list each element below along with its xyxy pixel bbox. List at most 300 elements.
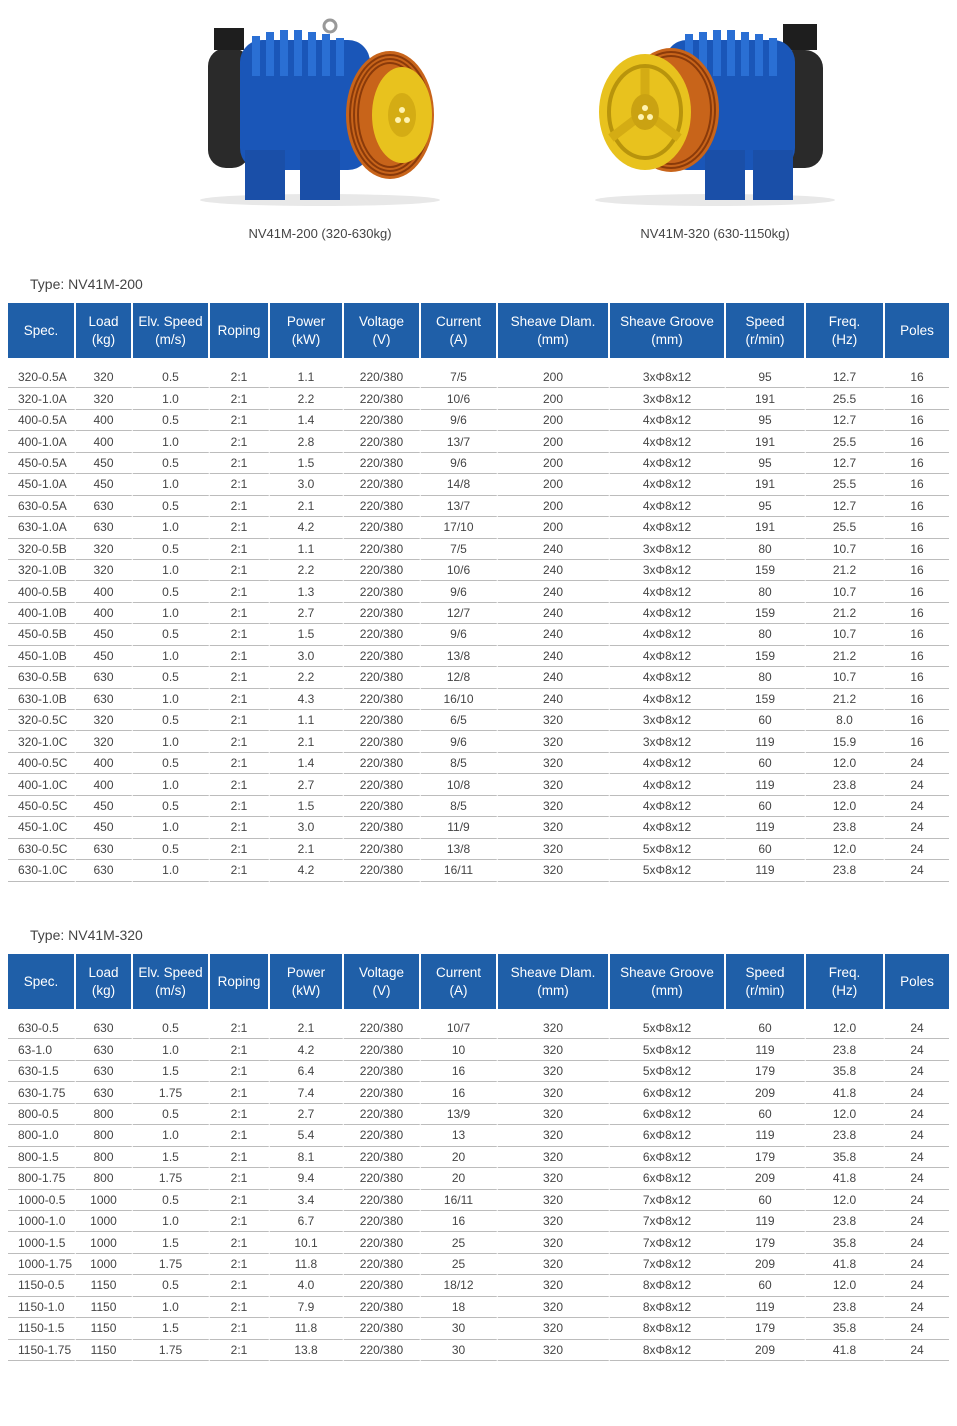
cell-speed: 191 (726, 431, 806, 452)
cell-load: 1150 (76, 1318, 133, 1339)
header-line: (kW) (291, 331, 321, 347)
cell-sheave-diam: 320 (498, 1297, 610, 1318)
cell-voltage: 220/380 (344, 1318, 421, 1339)
cell-spec: 630-1.0C (8, 860, 76, 881)
cell-sheave-groove: 4xΦ8x12 (610, 603, 726, 624)
cell-voltage: 220/380 (344, 796, 421, 817)
cell-sheave-groove: 6xΦ8x12 (610, 1147, 726, 1168)
cell-voltage: 220/380 (344, 1039, 421, 1060)
cell-poles: 24 (885, 1018, 949, 1039)
cell-voltage: 220/380 (344, 1061, 421, 1082)
cell-elv-speed: 1.0 (133, 689, 210, 710)
table-row (8, 367, 949, 388)
cell-sheave-diam: 240 (498, 603, 610, 624)
cell-power: 5.4 (270, 1125, 344, 1146)
header-line: (mm) (537, 982, 569, 998)
cell-speed: 119 (726, 1211, 806, 1232)
cell-speed: 209 (726, 1340, 806, 1361)
cell-poles: 24 (885, 1190, 949, 1211)
cell-freq: 12.0 (806, 1018, 885, 1039)
table-row (8, 1104, 949, 1125)
table-row (8, 1018, 949, 1039)
cell-speed: 191 (726, 388, 806, 409)
cell-roping: 2:1 (210, 539, 270, 560)
cell-poles: 24 (885, 1275, 949, 1296)
cell-poles: 16 (885, 689, 949, 710)
product-images (0, 0, 957, 250)
cell-power: 11.8 (270, 1318, 344, 1339)
cell-elv-speed: 1.5 (133, 1232, 210, 1253)
cell-speed: 80 (726, 624, 806, 645)
cell-load: 1150 (76, 1340, 133, 1361)
cell-roping: 2:1 (210, 1297, 270, 1318)
cell-current: 14/8 (421, 474, 498, 495)
cell-spec: 630-0.5A (8, 496, 76, 517)
cell-spec: 1000-1.5 (8, 1232, 76, 1253)
cell-sheave-diam: 200 (498, 388, 610, 409)
table-row (8, 1275, 949, 1296)
cell-voltage: 220/380 (344, 388, 421, 409)
cell-power: 4.2 (270, 860, 344, 881)
cell-current: 16/11 (421, 860, 498, 881)
cell-sheave-groove: 4xΦ8x12 (610, 496, 726, 517)
cell-voltage: 220/380 (344, 603, 421, 624)
cell-speed: 60 (726, 1275, 806, 1296)
cell-power: 3.0 (270, 474, 344, 495)
cell-sheave-diam: 200 (498, 367, 610, 388)
cell-voltage: 220/380 (344, 1168, 421, 1189)
cell-poles: 24 (885, 1082, 949, 1103)
cell-power: 3.0 (270, 646, 344, 667)
cell-sheave-diam: 320 (498, 1018, 610, 1039)
header-elv-speed (133, 954, 210, 1009)
cell-sheave-diam: 240 (498, 581, 610, 602)
cell-sheave-diam: 200 (498, 474, 610, 495)
cell-spec: 450-0.5C (8, 796, 76, 817)
table-row (8, 731, 949, 752)
cell-voltage: 220/380 (344, 753, 421, 774)
table-row (8, 1211, 949, 1232)
type-label-nv41m-320: Type: NV41M-320 (30, 927, 143, 943)
cell-elv-speed: 1.75 (133, 1168, 210, 1189)
table-row (8, 581, 949, 602)
cell-poles: 24 (885, 1232, 949, 1253)
cell-spec: 320-1.0B (8, 560, 76, 581)
cell-roping: 2:1 (210, 560, 270, 581)
cell-sheave-diam: 240 (498, 624, 610, 645)
cell-sheave-groove: 8xΦ8x12 (610, 1340, 726, 1361)
cell-elv-speed: 1.5 (133, 1061, 210, 1082)
table-header-row (8, 954, 949, 1009)
cell-power: 2.7 (270, 603, 344, 624)
header-line: Poles (900, 322, 934, 338)
cell-sheave-groove: 3xΦ8x12 (610, 539, 726, 560)
cell-power: 1.1 (270, 539, 344, 560)
cell-sheave-groove: 5xΦ8x12 (610, 1061, 726, 1082)
cell-current: 13 (421, 1125, 498, 1146)
cell-poles: 24 (885, 1147, 949, 1168)
header-line: Load (88, 313, 119, 329)
cell-load: 450 (76, 796, 133, 817)
cell-current: 8/5 (421, 796, 498, 817)
cell-current: 13/9 (421, 1104, 498, 1125)
cell-roping: 2:1 (210, 1340, 270, 1361)
cell-roping: 2:1 (210, 646, 270, 667)
header-line: (r/min) (745, 982, 785, 998)
cell-load: 450 (76, 646, 133, 667)
cell-speed: 80 (726, 667, 806, 688)
cell-current: 9/6 (421, 581, 498, 602)
cell-spec: 1150-1.75 (8, 1340, 76, 1361)
cell-power: 7.4 (270, 1082, 344, 1103)
cell-current: 8/5 (421, 753, 498, 774)
header-line: Freq. (828, 313, 861, 329)
cell-current: 16/11 (421, 1190, 498, 1211)
cell-voltage: 220/380 (344, 410, 421, 431)
spacer-row (8, 358, 949, 367)
cell-elv-speed: 0.5 (133, 624, 210, 645)
cell-voltage: 220/380 (344, 581, 421, 602)
cell-roping: 2:1 (210, 1211, 270, 1232)
cell-spec: 630-1.0A (8, 517, 76, 538)
header-line: (kg) (91, 982, 116, 998)
cell-load: 400 (76, 410, 133, 431)
table-row (8, 1061, 949, 1082)
cell-sheave-groove: 3xΦ8x12 (610, 710, 726, 731)
table-row (8, 1297, 949, 1318)
cell-elv-speed: 1.0 (133, 474, 210, 495)
cell-speed: 209 (726, 1168, 806, 1189)
cell-speed: 80 (726, 581, 806, 602)
header-sheave-diam (498, 303, 610, 358)
cell-freq: 41.8 (806, 1082, 885, 1103)
header-line: (m/s) (155, 331, 186, 347)
cell-sheave-diam: 240 (498, 560, 610, 581)
cell-elv-speed: 1.0 (133, 1125, 210, 1146)
cell-speed: 159 (726, 646, 806, 667)
header-line: Poles (900, 973, 934, 989)
table-row (8, 1318, 949, 1339)
cell-spec: 320-0.5C (8, 710, 76, 731)
table-row (8, 839, 949, 860)
cell-elv-speed: 0.5 (133, 710, 210, 731)
cell-spec: 630-1.0B (8, 689, 76, 710)
header-line: (Hz) (831, 982, 858, 998)
cell-load: 450 (76, 624, 133, 645)
cell-power: 4.2 (270, 1039, 344, 1060)
cell-speed: 95 (726, 410, 806, 431)
cell-elv-speed: 1.0 (133, 731, 210, 752)
header-elv-speed (133, 303, 210, 358)
cell-poles: 16 (885, 646, 949, 667)
header-line: Power (286, 964, 326, 980)
cell-current: 18 (421, 1297, 498, 1318)
cell-spec: 320-1.0C (8, 731, 76, 752)
cell-sheave-diam: 320 (498, 817, 610, 838)
cell-sheave-diam: 240 (498, 646, 610, 667)
table-row (8, 646, 949, 667)
cell-freq: 41.8 (806, 1254, 885, 1275)
cell-sheave-groove: 7xΦ8x12 (610, 1190, 726, 1211)
cell-spec: 1150-0.5 (8, 1275, 76, 1296)
cell-roping: 2:1 (210, 1147, 270, 1168)
cell-power: 2.2 (270, 560, 344, 581)
cell-poles: 16 (885, 710, 949, 731)
table-row (8, 517, 949, 538)
cell-speed: 119 (726, 1125, 806, 1146)
cell-current: 9/6 (421, 410, 498, 431)
table-row (8, 1232, 949, 1253)
cell-sheave-diam: 240 (498, 689, 610, 710)
cell-freq: 10.7 (806, 581, 885, 602)
cell-power: 2.2 (270, 667, 344, 688)
traction-machine-left-sheave-image (575, 10, 855, 210)
table-row (8, 539, 949, 560)
cell-sheave-diam: 320 (498, 1254, 610, 1275)
type-label-nv41m-200: Type: NV41M-200 (30, 276, 143, 292)
cell-voltage: 220/380 (344, 1125, 421, 1146)
cell-poles: 24 (885, 1211, 949, 1232)
cell-elv-speed: 1.0 (133, 646, 210, 667)
cell-power: 13.8 (270, 1340, 344, 1361)
cell-sheave-groove: 4xΦ8x12 (610, 774, 726, 795)
cell-voltage: 220/380 (344, 774, 421, 795)
cell-roping: 2:1 (210, 603, 270, 624)
cell-speed: 60 (726, 710, 806, 731)
cell-spec: 63-1.0 (8, 1039, 76, 1060)
cell-power: 7.9 (270, 1297, 344, 1318)
cell-roping: 2:1 (210, 496, 270, 517)
cell-freq: 23.8 (806, 1297, 885, 1318)
cell-sheave-diam: 320 (498, 774, 610, 795)
cell-voltage: 220/380 (344, 860, 421, 881)
cell-power: 4.3 (270, 689, 344, 710)
table-body (8, 1009, 949, 1361)
cell-power: 10.1 (270, 1232, 344, 1253)
cell-spec: 630-1.5 (8, 1061, 76, 1082)
cell-power: 1.5 (270, 453, 344, 474)
cell-poles: 16 (885, 581, 949, 602)
cell-poles: 16 (885, 388, 949, 409)
cell-elv-speed: 0.5 (133, 839, 210, 860)
table-row (8, 1168, 949, 1189)
header-voltage (344, 954, 421, 1009)
cell-spec: 320-0.5A (8, 367, 76, 388)
cell-roping: 2:1 (210, 624, 270, 645)
cell-current: 9/6 (421, 453, 498, 474)
header-line: Sheave Groove (620, 313, 714, 329)
cell-freq: 23.8 (806, 1211, 885, 1232)
cell-elv-speed: 1.0 (133, 560, 210, 581)
cell-elv-speed: 1.5 (133, 1318, 210, 1339)
cell-speed: 159 (726, 603, 806, 624)
header-line: Current (435, 964, 481, 980)
cell-poles: 24 (885, 796, 949, 817)
cell-sheave-groove: 4xΦ8x12 (610, 431, 726, 452)
cell-roping: 2:1 (210, 796, 270, 817)
table-row (8, 388, 949, 409)
spacer-cell (8, 358, 949, 367)
cell-voltage: 220/380 (344, 1340, 421, 1361)
cell-voltage: 220/380 (344, 539, 421, 560)
cell-spec: 320-0.5B (8, 539, 76, 560)
cell-sheave-groove: 6xΦ8x12 (610, 1168, 726, 1189)
cell-sheave-groove: 8xΦ8x12 (610, 1318, 726, 1339)
table-row (8, 1190, 949, 1211)
cell-load: 630 (76, 860, 133, 881)
cell-sheave-groove: 4xΦ8x12 (610, 753, 726, 774)
cell-current: 20 (421, 1147, 498, 1168)
cell-poles: 16 (885, 731, 949, 752)
cell-voltage: 220/380 (344, 367, 421, 388)
cell-elv-speed: 1.0 (133, 431, 210, 452)
cell-load: 630 (76, 1039, 133, 1060)
product-nv41m-200 (170, 10, 470, 250)
cell-sheave-groove: 6xΦ8x12 (610, 1082, 726, 1103)
cell-roping: 2:1 (210, 1082, 270, 1103)
cell-power: 2.8 (270, 431, 344, 452)
cell-sheave-groove: 8xΦ8x12 (610, 1297, 726, 1318)
cell-elv-speed: 0.5 (133, 539, 210, 560)
table-row (8, 1039, 949, 1060)
header-line: Speed (745, 964, 785, 980)
cell-poles: 24 (885, 1318, 949, 1339)
cell-voltage: 220/380 (344, 1104, 421, 1125)
product-caption: NV41M-200 (320-630kg) (248, 226, 392, 241)
cell-current: 10/8 (421, 774, 498, 795)
cell-voltage: 220/380 (344, 689, 421, 710)
cell-elv-speed: 0.5 (133, 410, 210, 431)
cell-spec: 1000-1.0 (8, 1211, 76, 1232)
cell-load: 400 (76, 581, 133, 602)
cell-freq: 12.7 (806, 496, 885, 517)
header-line: Power (286, 313, 326, 329)
cell-roping: 2:1 (210, 388, 270, 409)
cell-poles: 16 (885, 496, 949, 517)
cell-spec: 800-0.5 (8, 1104, 76, 1125)
cell-load: 800 (76, 1147, 133, 1168)
cell-sheave-diam: 200 (498, 431, 610, 452)
cell-speed: 80 (726, 539, 806, 560)
cell-spec: 450-0.5B (8, 624, 76, 645)
cell-spec: 450-1.0C (8, 817, 76, 838)
header-line: (A) (449, 982, 468, 998)
cell-current: 13/7 (421, 431, 498, 452)
cell-elv-speed: 1.75 (133, 1254, 210, 1275)
cell-sheave-diam: 320 (498, 1211, 610, 1232)
cell-load: 320 (76, 539, 133, 560)
cell-roping: 2:1 (210, 817, 270, 838)
cell-elv-speed: 1.0 (133, 1211, 210, 1232)
cell-sheave-groove: 4xΦ8x12 (610, 667, 726, 688)
cell-elv-speed: 0.5 (133, 1018, 210, 1039)
cell-current: 25 (421, 1232, 498, 1253)
header-line: Spec. (23, 973, 59, 989)
cell-roping: 2:1 (210, 689, 270, 710)
header-voltage (344, 303, 421, 358)
cell-voltage: 220/380 (344, 1254, 421, 1275)
cell-power: 2.7 (270, 1104, 344, 1125)
header-line: Speed (745, 313, 785, 329)
header-spec (8, 954, 76, 1009)
header-line: Spec. (23, 322, 59, 338)
cell-speed: 119 (726, 731, 806, 752)
cell-freq: 21.2 (806, 646, 885, 667)
cell-current: 11/9 (421, 817, 498, 838)
cell-voltage: 220/380 (344, 517, 421, 538)
table-row (8, 1254, 949, 1275)
table-row (8, 774, 949, 795)
cell-sheave-groove: 4xΦ8x12 (610, 410, 726, 431)
cell-voltage: 220/380 (344, 839, 421, 860)
cell-roping: 2:1 (210, 1232, 270, 1253)
cell-current: 10 (421, 1039, 498, 1060)
cell-power: 1.3 (270, 581, 344, 602)
cell-load: 1000 (76, 1190, 133, 1211)
cell-power: 1.4 (270, 410, 344, 431)
cell-freq: 12.7 (806, 453, 885, 474)
cell-current: 13/8 (421, 839, 498, 860)
cell-roping: 2:1 (210, 667, 270, 688)
cell-load: 630 (76, 517, 133, 538)
cell-poles: 24 (885, 1254, 949, 1275)
header-current (421, 954, 498, 1009)
cell-load: 400 (76, 753, 133, 774)
cell-speed: 60 (726, 1190, 806, 1211)
cell-sheave-groove: 4xΦ8x12 (610, 474, 726, 495)
cell-current: 13/7 (421, 496, 498, 517)
spacer-cell (8, 1009, 949, 1018)
cell-voltage: 220/380 (344, 431, 421, 452)
cell-power: 6.7 (270, 1211, 344, 1232)
cell-sheave-groove: 7xΦ8x12 (610, 1211, 726, 1232)
cell-speed: 119 (726, 860, 806, 881)
cell-elv-speed: 0.5 (133, 367, 210, 388)
cell-speed: 60 (726, 1018, 806, 1039)
cell-sheave-diam: 320 (498, 1340, 610, 1361)
cell-speed: 179 (726, 1147, 806, 1168)
header-line: (A) (449, 331, 468, 347)
cell-roping: 2:1 (210, 1190, 270, 1211)
table-row (8, 410, 949, 431)
cell-voltage: 220/380 (344, 1275, 421, 1296)
cell-current: 9/6 (421, 731, 498, 752)
cell-elv-speed: 1.0 (133, 1039, 210, 1060)
header-line: Elv. Speed (138, 964, 203, 980)
cell-freq: 25.5 (806, 431, 885, 452)
cell-speed: 119 (726, 817, 806, 838)
cell-poles: 24 (885, 1061, 949, 1082)
cell-load: 320 (76, 388, 133, 409)
cell-poles: 16 (885, 624, 949, 645)
cell-spec: 630-1.75 (8, 1082, 76, 1103)
cell-freq: 15.9 (806, 731, 885, 752)
cell-freq: 35.8 (806, 1318, 885, 1339)
cell-freq: 25.5 (806, 388, 885, 409)
product-nv41m-320 (565, 10, 865, 250)
cell-voltage: 220/380 (344, 1211, 421, 1232)
cell-sheave-groove: 7xΦ8x12 (610, 1254, 726, 1275)
cell-sheave-groove: 6xΦ8x12 (610, 1104, 726, 1125)
cell-poles: 24 (885, 1168, 949, 1189)
cell-poles: 24 (885, 817, 949, 838)
cell-freq: 23.8 (806, 1039, 885, 1060)
cell-spec: 1150-1.5 (8, 1318, 76, 1339)
header-freq (806, 303, 885, 358)
header-current (421, 303, 498, 358)
cell-current: 16/10 (421, 689, 498, 710)
cell-roping: 2:1 (210, 1104, 270, 1125)
